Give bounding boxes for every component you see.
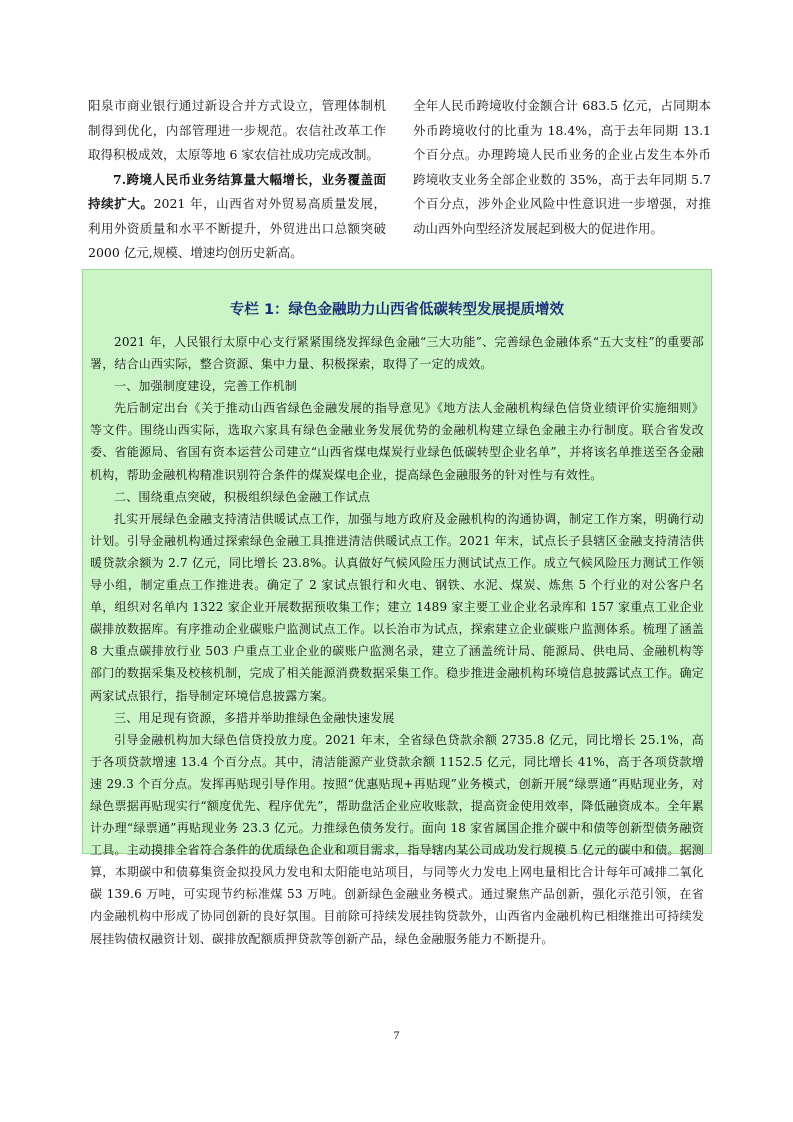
section-7-text: 2021 年，山西省对外贸易高质量发展，利用外资质量和水平不断提升，外贸进出口总额突破 2000 亿元,规模、增速均创历史新高。 [88,196,386,260]
left-paragraph-2 [88,168,386,266]
right-paragraph-1: 全年人民币跨境收付金额合计 683.5 亿元，占同期本外币跨境收付的比重为 18.4%，高于去年同期 13.1 个百分点。办理跨境人民币业务的企业占发生本外币跨境收支业务全部企业数的 35%，高于去年同期 5.7 个百分点，涉外企业风险中性意识进一步增强，对推动山西外向型经济发展起到极大的促进作用。 [413,98,711,236]
left-paragraph-1: 阳泉市商业银行通过新设合并方式设立，管理体制机制得到优化，内部管理进一步规范。农信社改革工作取得积极成效，太原等地 6 家农信社成功完成改制。 [88,98,386,162]
section-7-heading: 7.跨境人民币业务结算量大幅增长，业务覆盖面持续扩大。 [88,171,386,211]
right-column [413,94,711,241]
box-paragraph-2: 扎实开展绿色金融支持清洁供暖试点工作，加强与地方政府及金融机构的沟通协调，制定工作方案，明确行动计划。引导金融机构通过探索绿色金融工具推进清洁供暖试点工作。2021 年末，试点长子县辖区金融支持清洁供暖贷款余额为 2.7 亿元，同比增长 23.8%。认真做好气候风险压力测试试点工作。成立气候风险压力测试工作领导小组，制定重点工作推进表。确定了 2 家试点银行和火电、钢铁、水泥、煤炭、炼焦 5 个行业的对公客户名单，组织对名单内 1322 家企业开展数据预收集工作；建立 1489 家主要工业企业名录库和 157 家重点工业企业碳排放数据库。有序推动企业碳账户监测试点工作。以长治市为试点，探索建立企业碳账户监测体系。梳理了涵盖 8 大重点碳排放行业 503 户重点工业企业的碳账户监测名录，建立了涵盖统计局、能源局、供电局、金融机构等部门的数据采集及校核机制，完成了相关能源消费数据采集工作。稳步推进金融机构环境信息披露试点工作。确定两家试点银行，指导制定环境信息披露方案。 [90,511,704,703]
box-heading-2: 二、围绕重点突破，积极组织绿色金融工作试点 [114,489,371,504]
column-box-green-finance [82,269,712,946]
left-column [88,94,386,266]
box-paragraph-1: 先后制定出台《关于推动山西省绿色金融发展的指导意见》《地方法人金融机构绿色信贷业绩评价实施细则》等文件。围绕山西实际，选取六家具有绿色金融业务发展优势的金融机构建立绿色金融主办行制度。联合省发改委、省能源局、省国有资本运营公司建立“山西省煤电煤炭行业绿色低碳转型企业名单”，并将该名单推送至各金融机构，帮助金融机构精准识别符合条件的煤炭煤电企业，提高绿色金融服务的针对性与有效性。 [90,401,704,482]
box-paragraph-3: 引导金融机构加大绿色信贷投放力度。2021 年末，全省绿色贷款余额 2735.8 亿元，同比增长 25.1%，高于各项贷款增速 13.4 个百分点。其中，清洁能源产业贷款余额 1152.5 亿元，同比增长 41%，高于各项贷款增速 29.3 个百分点。发挥再贴现引导作用。按照“优惠贴现+再贴现”业务模式，创新开展“绿票通”再贴现业务，对绿色票据再贴现实行“额度优先、程序优先”，帮助盘活企业应收账款，提高资金使用效率，降低融资成本。全年累计办理“绿票通”再贴现业务 23.3 亿元。力推绿色债务发行。面向 18 家省属国企推介碳中和债等创新型债务融资工具。主动摸排全省符合条件的优质绿色企业和项目需求，指导辖内某公司成功发行规模 5 亿元的碳中和债。据测算，本期碳中和债募集资金拟投风力发电和太阳能电站项目，与同等火力发电上网电量相比合计每年可减排二氧化碳 139.6 万吨，可实现节约标准煤 53 万吨。创新绿色金融业务模式。通过聚焦产品创新，强化示范引领，在省内金融机构中形成了协同创新的良好氛围。目前除可持续发展挂钩贷款外，山西省内金融机构已相继推出可持续发展挂钩债权融资计划、碳排放配额质押贷款等创新产品，绿色金融服务能力不断提升。 [90,732,704,946]
box-heading-1: 一、加强制度建设，完善工作机制 [114,379,298,394]
box-heading-3: 三、用足现有资源，多措并举助推绿色金融快速发展 [114,710,395,725]
box-title: 专栏 1：绿色金融助力山西省低碳转型发展提质增效 [229,302,565,318]
page-number: 7 [393,1028,400,1042]
box-intro-paragraph: 2021 年，人民银行太原中心支行紧紧围绕发挥绿色金融“三大功能”、完善绿色金融体系“五大支柱”的重要部署，结合山西实际，整合资源、集中力量、积极探索，取得了一定的成效。 [90,335,704,372]
